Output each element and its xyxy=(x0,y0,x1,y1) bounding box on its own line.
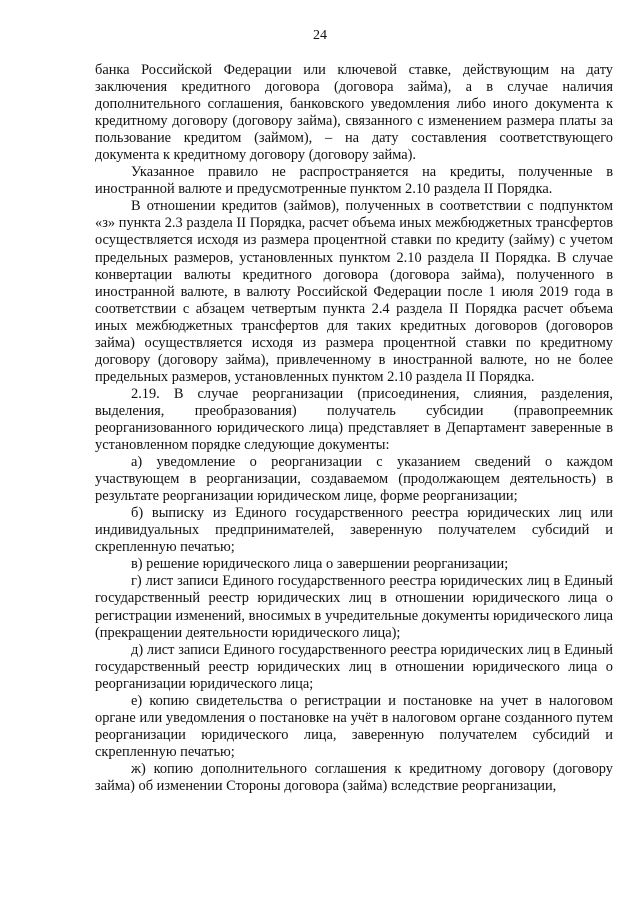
list-item-b: б) выписку из Единого государственного реестра юридических лиц или индивидуальных предпринимателей, заверенную получателем субсидий и скрепленную печатью; xyxy=(95,505,613,556)
list-item-zh: ж) копию дополнительного соглашения к кредитному договору (договору займа) об изменении Стороны договора (займа) вследствие реорганизации, xyxy=(95,760,613,794)
list-item-g: г) лист записи Единого государственного реестра юридических лиц в Единый государственный реестр юридических лиц в отношении юридического лица о регистрации изменений, вносимых в учредительные документы юридического лица (прекращении деятельности юридического лица); xyxy=(95,573,613,641)
paragraph-2-19-reorganization: 2.19. В случае реорганизации (присоединения, слияния, разделения, выделения, преобразования) получатель субсидии (правопреемник реорганизованного юридического лица) представляет в Департамент заверенные в установленном порядке следующие документы: xyxy=(95,385,613,454)
document-body xyxy=(95,62,613,795)
paragraph-loans-subpoint-z: В отношении кредитов (займов), полученных в соответствии с подпунктом «з» пункта 2.3 раздела II Порядка, расчет объема иных межбюджетных трансфертов осуществляется исходя из размера процентной ставки по кредиту (займу) с учетом предельных размеров, установленных пунктом 2.10 раздела II Порядка. В случае конвертации валюты кредитного договора (договора займа), полученного в иностранной валюте, в валюту Российской Федерации после 1 июля 2019 года в соответствии с абзацем четвертым пункта 2.4 раздела II Порядка расчет объема иных межбюджетных трансфертов для таких кредитных договоров (договоров займа) осуществляется исходя из размера процентной ставки по кредитному договору (договору займа), привлеченному в иностранной валюте, но не более предельных размеров, установленных пунктом 2.10 раздела II Порядка. xyxy=(95,198,613,385)
list-item-d: д) лист записи Единого государственного реестра юридических лиц в Единый государственный реестр юридических лиц в отношении юридического лица о реорганизации юридического лица; xyxy=(95,641,613,692)
paragraph-exception-rule: Указанное правило не распространяется на кредиты, полученные в иностранной валюте и предусмотренные пунктом 2.10 раздела II Порядка. xyxy=(95,164,613,198)
list-item-v: в) решение юридического лица о завершении реорганизации; xyxy=(131,556,509,573)
page-number: 24 xyxy=(313,28,327,43)
list-item-e: е) копию свидетельства о регистрации и постановке на учет в налоговом органе или уведомления о постановке на учёт в налоговом органе созданного путем реорганизации юридического лица, заверенную получателем субсидий и скрепленную печатью; xyxy=(95,692,613,760)
list-item-a: а) уведомление о реорганизации с указанием сведений о каждом участвующем в реорганизации, создаваемом (продолжающем деятельность) в результате реорганизации юридическом лице, форме реорганизации; xyxy=(95,454,613,505)
paragraph-continuation: банка Российской Федерации или ключевой ставке, действующим на дату заключения кредитного договора (договора займа), а в случае наличия дополнительного соглашения, банковского уведомления либо иного документа к кредитному договору (договору займа), связанного с изменением размера платы за пользование кредитом (займом), – на дату составления соответствующего документа к кредитному договору (договору займа). xyxy=(95,62,613,164)
